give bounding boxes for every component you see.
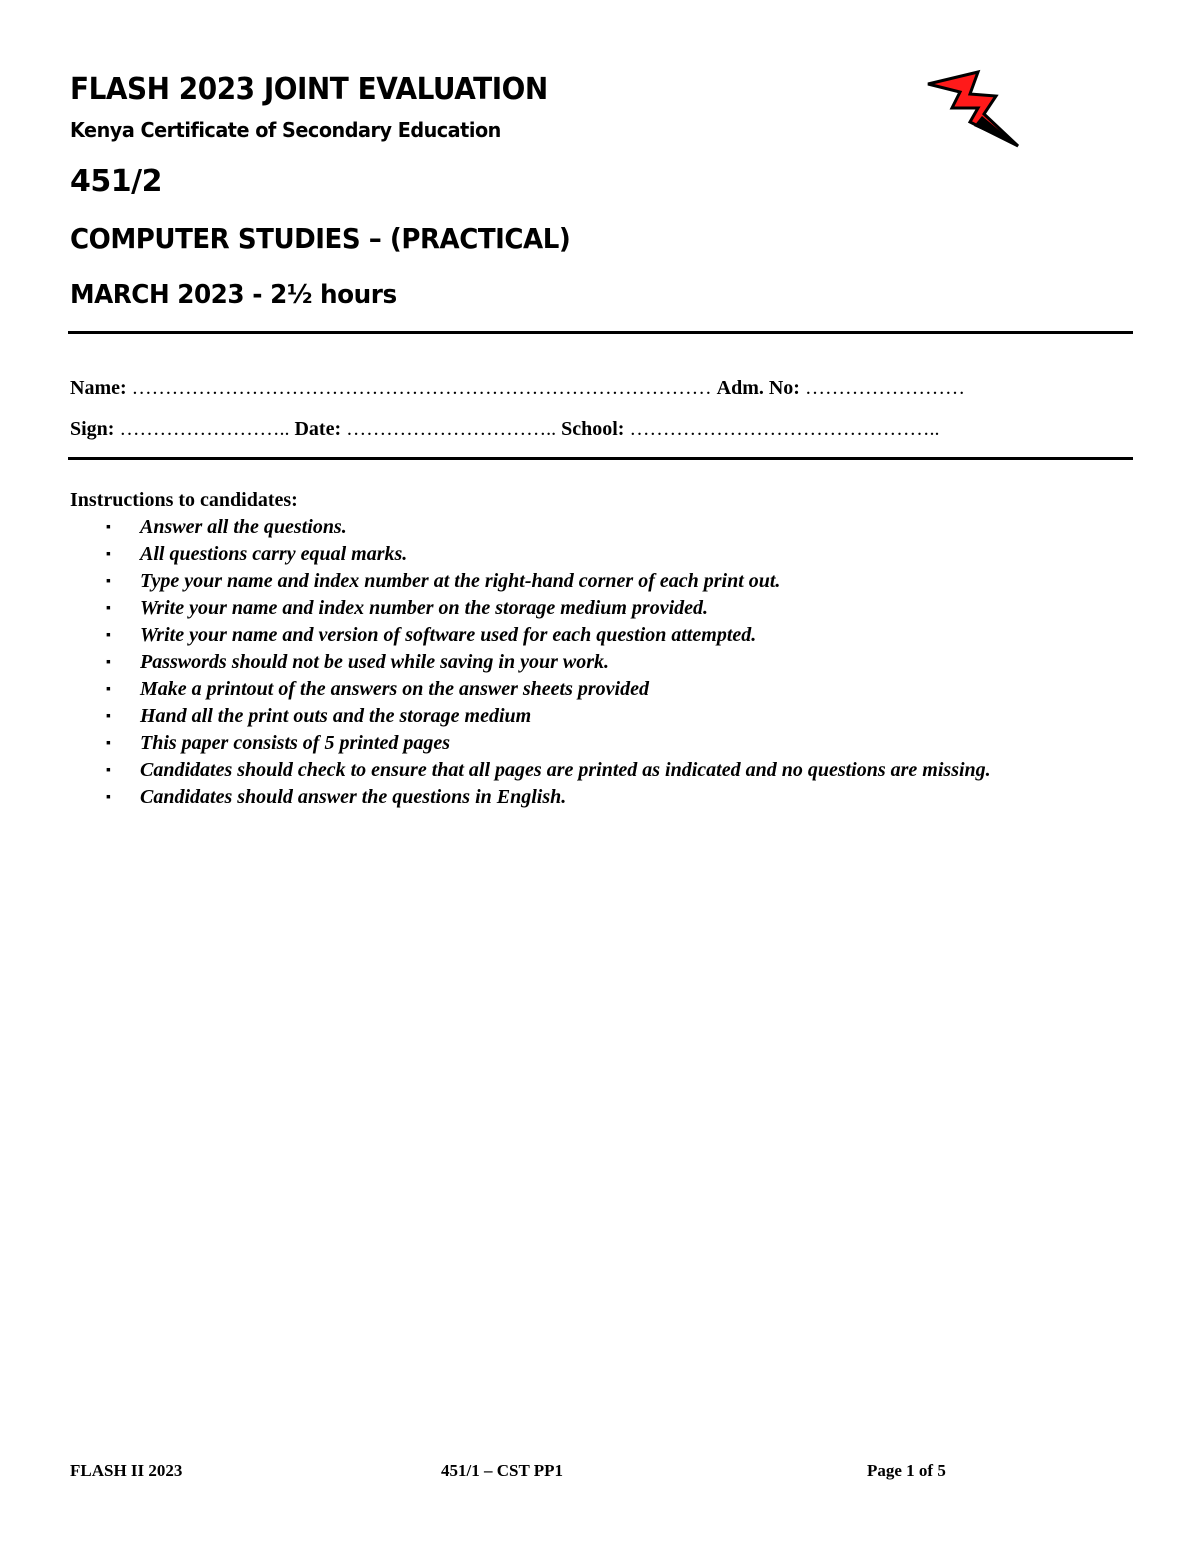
instructions-section xyxy=(70,489,1080,811)
footer-exam-name: FLASH II 2023 xyxy=(70,1461,183,1480)
instruction-item: ▪ Candidates should answer the questions in English. xyxy=(70,784,1080,811)
instruction-item: ▪ This paper consists of 5 printed pages xyxy=(70,730,1080,757)
instructions-heading: Instructions to candidates: xyxy=(70,489,298,511)
school-label: School: xyxy=(561,418,625,440)
date-label: Date: xyxy=(294,418,342,440)
footer-paper-code: 451/1 – CST PP1 xyxy=(441,1461,564,1480)
subject-title: COMPUTER STUDIES – (PRACTICAL) xyxy=(70,222,571,255)
footer-page-number: Page 1 of 5 xyxy=(867,1461,946,1480)
bullet-icon: ▪ xyxy=(106,709,111,724)
exam-date-duration: MARCH 2023 - 2½ hours xyxy=(70,280,397,310)
top-divider xyxy=(68,331,1133,334)
bottom-divider xyxy=(68,457,1133,460)
bullet-icon: ▪ xyxy=(106,682,111,697)
instruction-item: ▪ Passwords should not be used while saving in your work. xyxy=(70,649,1080,676)
name-label: Name: xyxy=(70,377,127,399)
adm-no-label: Adm. No: xyxy=(716,377,800,399)
instruction-item: ▪ Answer all the questions. xyxy=(70,514,1080,541)
instruction-item: ▪ Candidates should check to ensure that all pages are printed as indicated and no questions are missing. xyxy=(70,757,1080,784)
exam-subtitle: Kenya Certificate of Secondary Education xyxy=(70,118,501,142)
sign-label: Sign: xyxy=(70,418,115,440)
instruction-item: ▪ All questions carry equal marks. xyxy=(70,541,1080,568)
bullet-icon: ▪ xyxy=(106,655,111,670)
bullet-icon: ▪ xyxy=(106,520,111,535)
sign-field[interactable]: …………………….. xyxy=(119,418,290,440)
school-field[interactable]: ……………………………………….. xyxy=(629,418,940,440)
instruction-item: ▪ Hand all the print outs and the storage medium xyxy=(70,703,1080,730)
instruction-item: ▪ Make a printout of the answers on the answer sheets provided xyxy=(70,676,1080,703)
bullet-icon: ▪ xyxy=(106,547,111,562)
bullet-icon: ▪ xyxy=(106,736,111,751)
adm-no-field[interactable]: …………………… xyxy=(804,377,965,399)
date-field[interactable]: ………………………….. xyxy=(346,418,557,440)
instruction-item: ▪ Type your name and index number at the right-hand corner of each print out. xyxy=(70,568,1080,595)
instruction-item: ▪ Write your name and version of software used for each question attempted. xyxy=(70,622,1080,649)
paper-code: 451/2 xyxy=(70,164,162,199)
exam-title: FLASH 2023 JOINT EVALUATION xyxy=(70,72,548,107)
bullet-icon: ▪ xyxy=(106,763,111,778)
name-field[interactable]: …………………………………………………………………………… xyxy=(131,377,712,399)
lightning-bolt-icon xyxy=(922,66,1022,150)
instructions-list xyxy=(70,514,1080,811)
name-row xyxy=(70,377,965,400)
bullet-icon: ▪ xyxy=(106,628,111,643)
sign-date-school-row xyxy=(70,418,939,441)
instruction-item: ▪ Write your name and index number on the storage medium provided. xyxy=(70,595,1080,622)
bullet-icon: ▪ xyxy=(106,790,111,805)
bullet-icon: ▪ xyxy=(106,574,111,589)
bullet-icon: ▪ xyxy=(106,601,111,616)
